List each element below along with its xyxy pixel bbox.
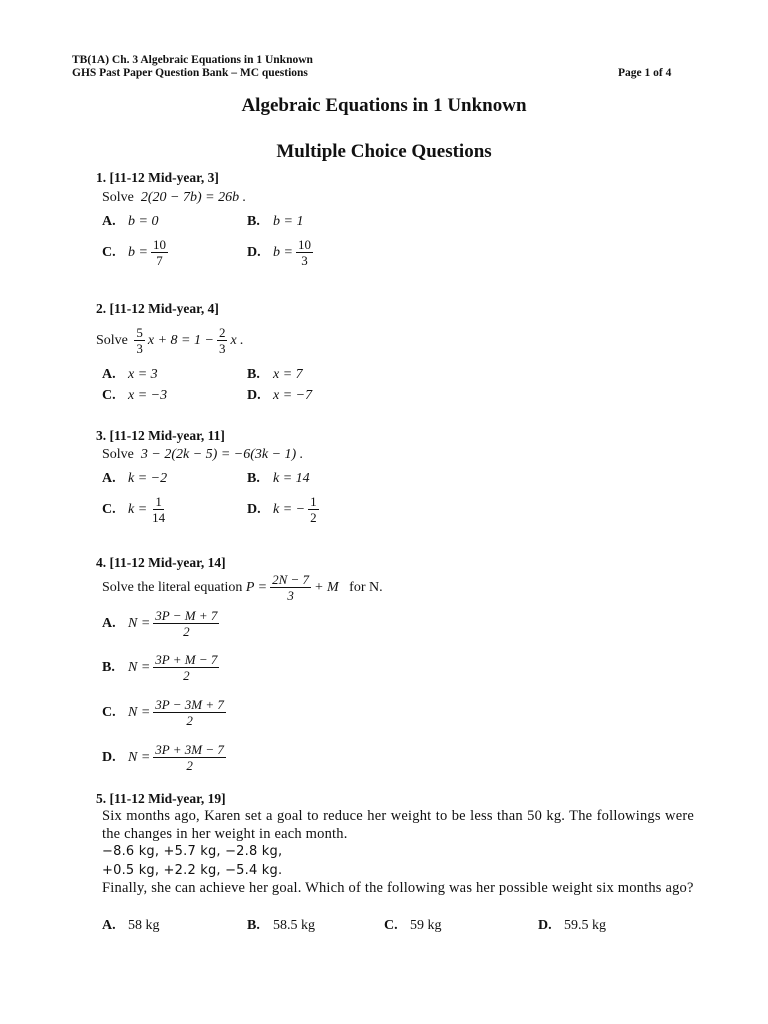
- fraction: [217, 325, 228, 356]
- denominator: 2: [183, 668, 190, 683]
- denominator: 2: [183, 624, 190, 639]
- question-4-option-c: [102, 697, 229, 728]
- option-label: C.: [102, 388, 116, 403]
- option-text: 59.5 kg: [564, 918, 606, 933]
- denominator: 2: [186, 713, 193, 728]
- question-5-paragraph-2: Finally, she can achieve her goal. Which of the following was her possible weight six months ago?: [102, 880, 694, 896]
- option-text: 58 kg: [128, 918, 160, 933]
- equation-tail: for N.: [349, 579, 383, 595]
- option-label: C.: [102, 244, 116, 260]
- solve-label: Solve: [96, 332, 128, 348]
- header-chapter: TB(1A) Ch. 3 Algebraic Equations in 1 Unknown: [72, 54, 313, 66]
- question-1-option-c: [102, 237, 171, 268]
- option-label: A.: [102, 918, 116, 933]
- option-label: D.: [247, 244, 261, 260]
- solve-label: Solve: [102, 190, 134, 205]
- question-2-option-a: [102, 367, 158, 383]
- fraction: [151, 237, 168, 268]
- fraction: [150, 494, 167, 525]
- option-label: A.: [102, 471, 116, 486]
- fraction: [153, 697, 226, 728]
- question-3-header: 3. [11-12 Mid-year, 11]: [96, 428, 225, 443]
- question-2-option-c: [102, 388, 167, 404]
- option-label: C.: [102, 704, 116, 720]
- numerator: 5: [136, 325, 143, 340]
- option-text: k = 14: [273, 471, 310, 486]
- question-1-prompt: [102, 190, 246, 206]
- question-4-header: 4. [11-12 Mid-year, 14]: [96, 555, 226, 570]
- option-text: b = 1: [273, 214, 304, 229]
- fraction: [153, 608, 219, 639]
- denominator: 7: [156, 253, 163, 268]
- page-title: Algebraic Equations in 1 Unknown: [241, 95, 527, 116]
- denominator: 2: [310, 510, 317, 525]
- question-5-option-c: [384, 918, 442, 934]
- option-lhs: b =: [128, 244, 148, 260]
- option-label: D.: [247, 501, 261, 517]
- fraction: [270, 572, 311, 603]
- question-4-prompt: [102, 572, 383, 603]
- numerator: 3P + M − 7: [155, 652, 218, 667]
- page-number: Page 1 of 4: [618, 67, 672, 79]
- denominator: 14: [152, 510, 166, 525]
- option-text: x = 3: [128, 367, 158, 382]
- question-2-option-b: [247, 367, 303, 383]
- question-4-option-b: [102, 652, 222, 683]
- option-lhs: N =: [128, 615, 151, 631]
- question-5-option-d: [538, 918, 606, 934]
- option-lhs: k =: [128, 501, 148, 517]
- equation-lhs: P =: [245, 579, 268, 595]
- question-2-prompt: [96, 325, 244, 356]
- numerator: 3P − M + 7: [155, 608, 218, 623]
- option-label: B.: [247, 367, 260, 382]
- question-3-option-b: [247, 471, 310, 487]
- question-5-changes-line-2: +0.5 kg, +2.2 kg, −5.4 kg.: [102, 863, 283, 878]
- solve-label: Solve: [102, 447, 134, 462]
- question-1-option-d: [247, 237, 316, 268]
- header-bank: GHS Past Paper Question Bank – MC questions: [72, 67, 308, 79]
- option-label: B.: [247, 918, 260, 933]
- denominator: 3: [287, 588, 294, 603]
- option-label: B.: [247, 214, 260, 229]
- denominator: 2: [186, 758, 193, 773]
- numerator: 2: [218, 325, 226, 340]
- fraction: [134, 325, 145, 356]
- numerator: 2N − 7: [272, 572, 310, 587]
- option-label: C.: [102, 501, 116, 517]
- option-lhs: N =: [128, 704, 151, 720]
- equation-middle: x + 8 = 1 −: [147, 332, 214, 348]
- question-3-option-d: [247, 494, 322, 525]
- question-5-header: 5. [11-12 Mid-year, 19]: [96, 791, 226, 806]
- option-text: x = −7: [273, 388, 313, 403]
- option-text: b = 0: [128, 214, 159, 229]
- question-1-equation: 2(20 − 7b) = 26b .: [140, 190, 247, 205]
- prompt-text: Solve the literal equation: [102, 579, 243, 595]
- option-label: D.: [538, 918, 552, 933]
- question-1-option-b: [247, 214, 303, 230]
- question-1-header: 1. [11-12 Mid-year, 3]: [96, 170, 219, 185]
- option-label: B.: [102, 659, 115, 675]
- question-5-changes-line-1: −8.6 kg, +5.7 kg, −2.8 kg,: [102, 844, 283, 859]
- denominator: 3: [136, 341, 143, 356]
- fraction: [308, 494, 319, 525]
- option-text: 58.5 kg: [273, 918, 315, 933]
- option-text: k = −2: [128, 471, 168, 486]
- numerator: 3P − 3M + 7: [155, 697, 224, 712]
- option-label: B.: [247, 471, 260, 486]
- numerator: 10: [297, 237, 311, 252]
- option-text: 59 kg: [410, 918, 442, 933]
- option-label: D.: [102, 749, 116, 765]
- option-lhs: k = −: [273, 501, 306, 517]
- option-label: A.: [102, 367, 116, 382]
- option-lhs: N =: [128, 749, 151, 765]
- numerator: 1: [155, 494, 162, 509]
- question-5-option-b: [247, 918, 315, 934]
- equation-end: x .: [230, 332, 244, 348]
- option-lhs: N =: [128, 659, 151, 675]
- question-1-option-a: [102, 214, 158, 230]
- question-4-option-a: [102, 608, 222, 639]
- option-label: C.: [384, 918, 398, 933]
- fraction: [296, 237, 313, 268]
- option-label: D.: [247, 388, 261, 403]
- question-5-option-a: [102, 918, 160, 934]
- question-3-equation: 3 − 2(2k − 5) = −6(3k − 1) .: [140, 447, 304, 462]
- numerator: 10: [152, 237, 166, 252]
- fraction: [153, 652, 219, 683]
- numerator: 3P + 3M − 7: [155, 742, 224, 757]
- question-3-prompt: [102, 447, 303, 463]
- question-4-option-d: [102, 742, 229, 773]
- option-label: A.: [102, 214, 116, 229]
- fraction: [153, 742, 226, 773]
- denominator: 3: [218, 341, 226, 356]
- question-2-option-d: [247, 388, 312, 404]
- equation-rhs: + M: [314, 579, 339, 595]
- option-label: A.: [102, 615, 116, 631]
- section-title: Multiple Choice Questions: [276, 141, 492, 162]
- question-3-option-c: [102, 494, 170, 525]
- numerator: 1: [310, 494, 317, 509]
- option-text: x = 7: [273, 367, 303, 382]
- question-3-option-a: [102, 471, 167, 487]
- option-lhs: b =: [273, 244, 293, 260]
- denominator: 3: [301, 253, 308, 268]
- question-2-header: 2. [11-12 Mid-year, 4]: [96, 301, 219, 316]
- question-5-paragraph-1: Six months ago, Karen set a goal to reduce her weight to be less than 50 kg. The followings were the changes in her weight in each month.: [102, 808, 694, 842]
- option-text: x = −3: [128, 388, 168, 403]
